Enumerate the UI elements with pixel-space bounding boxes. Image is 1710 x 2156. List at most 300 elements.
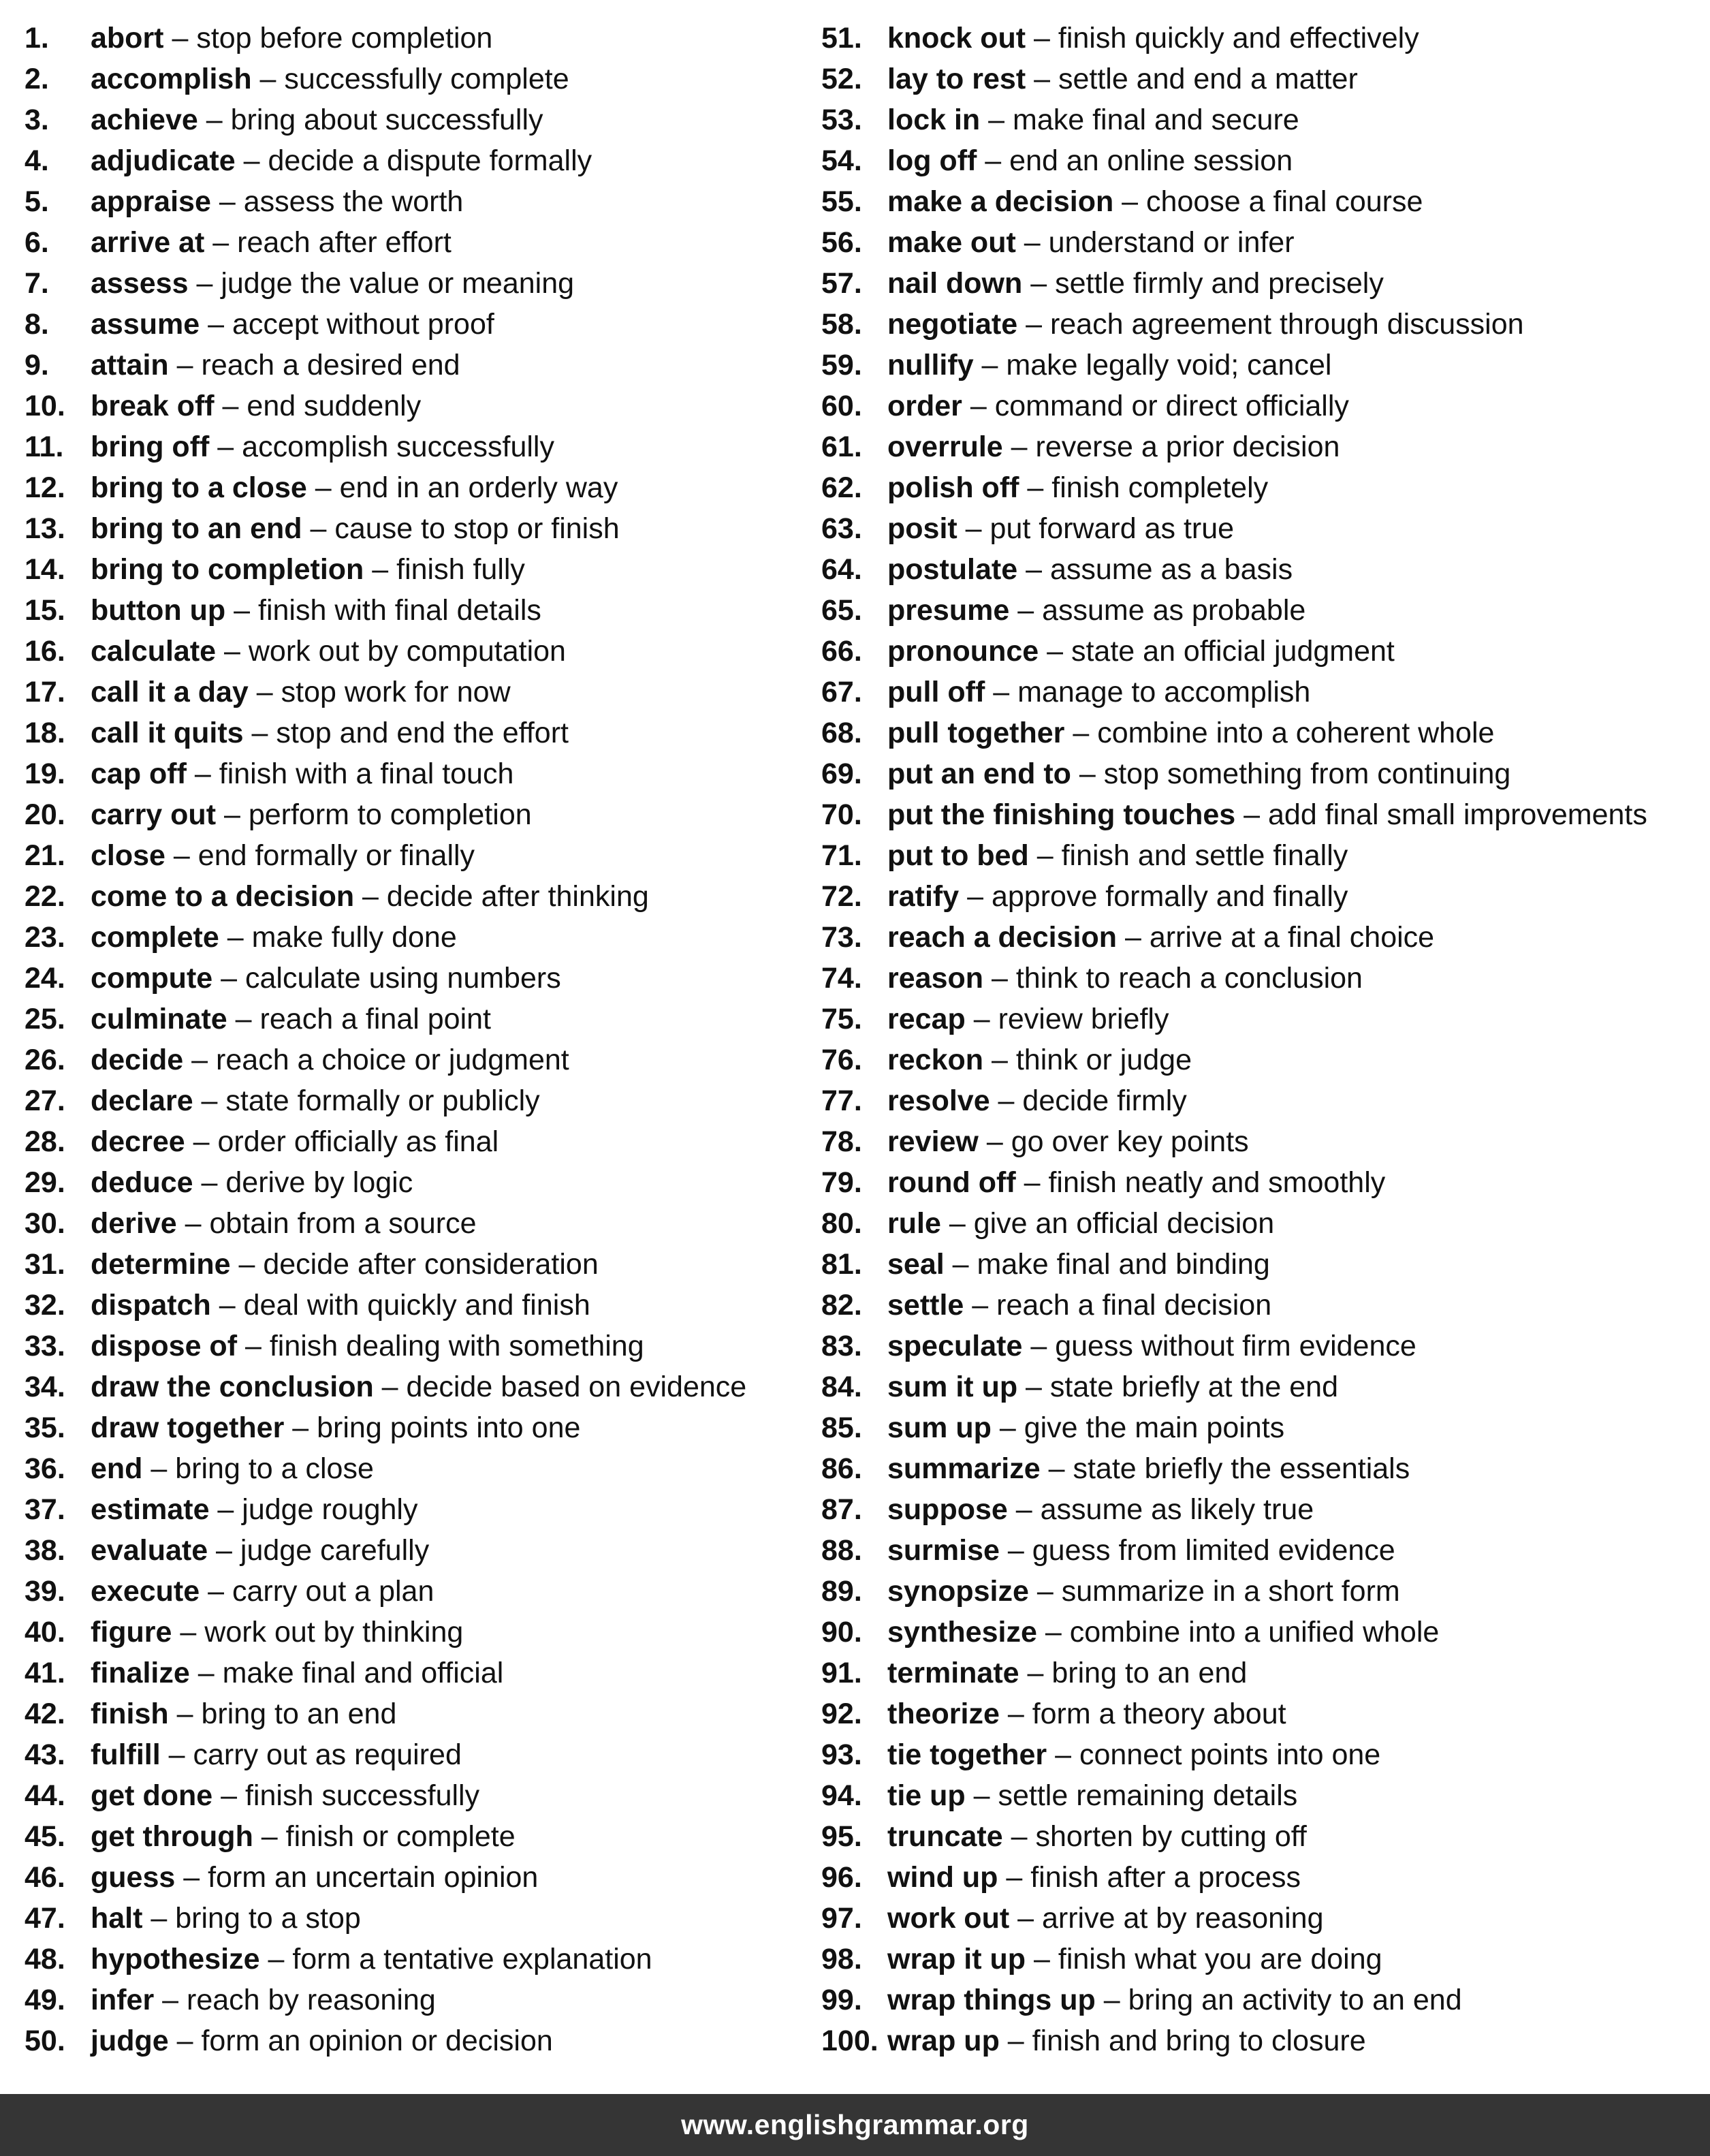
entry-definition: end formally or finally	[197, 839, 475, 872]
entry-separator: –	[212, 1779, 245, 1812]
entry-number: 23.	[25, 921, 65, 954]
list-item	[25, 140, 821, 181]
entry-number: 64.	[821, 553, 862, 586]
entry-term: work out	[887, 1902, 1010, 1935]
entry-number: 66.	[821, 635, 862, 668]
list-item	[821, 2020, 1700, 2061]
entry-term: derive	[91, 1207, 177, 1240]
entry-definition: calculate using numbers	[245, 962, 561, 995]
entry-term: presume	[887, 594, 1010, 627]
entry-definition: finish with a final touch	[219, 757, 514, 790]
list-item	[821, 304, 1700, 345]
entry-number: 52.	[821, 63, 862, 95]
entry-number: 48.	[25, 1943, 65, 1975]
entry-term: finalize	[91, 1657, 190, 1689]
list-item	[25, 1366, 821, 1407]
entry-term: decide	[91, 1044, 184, 1076]
entry-separator: –	[364, 553, 397, 586]
entry-definition: settle remaining details	[998, 1779, 1298, 1812]
entry-number: 37.	[25, 1493, 65, 1526]
entry-definition: bring to an end	[201, 1698, 397, 1730]
entry-definition: add final small improvements	[1268, 798, 1647, 831]
entry-number: 11.	[25, 431, 64, 463]
entry-separator: –	[1009, 1902, 1042, 1935]
entry-term: speculate	[887, 1330, 1023, 1362]
list-item	[821, 917, 1700, 958]
entry-number: 30.	[25, 1207, 65, 1240]
entry-separator: –	[999, 1534, 1032, 1567]
entry-separator: –	[983, 962, 1016, 995]
list-item	[25, 1939, 821, 1980]
entry-term: assess	[91, 267, 189, 300]
entry-definition: carry out as required	[193, 1738, 462, 1771]
entry-separator: –	[251, 63, 285, 95]
entry-number: 74.	[821, 962, 862, 995]
entry-definition: accept without proof	[232, 308, 494, 341]
list-item	[821, 1244, 1700, 1285]
entry-definition: obtain from a source	[209, 1207, 477, 1240]
list-item	[821, 99, 1700, 140]
entry-term: nullify	[887, 349, 974, 381]
entry-term: reach a decision	[887, 921, 1117, 954]
entry-number: 28.	[25, 1125, 65, 1158]
entry-definition: assume as probable	[1042, 594, 1306, 627]
list-item	[821, 426, 1700, 467]
entry-number: 40.	[25, 1616, 65, 1649]
entry-separator: –	[212, 962, 245, 995]
entry-separator: –	[214, 390, 247, 422]
entry-separator: –	[1095, 1984, 1128, 2016]
entry-number: 46.	[25, 1861, 65, 1894]
entry-definition: arrive at a final choice	[1149, 921, 1435, 954]
list-item	[25, 753, 821, 794]
entry-number: 25.	[25, 1003, 65, 1035]
entry-separator: –	[940, 1207, 974, 1240]
entry-number: 69.	[821, 757, 862, 790]
entry-number: 97.	[821, 1902, 862, 1935]
entry-definition: finish or complete	[285, 1820, 516, 1853]
entry-separator: –	[354, 880, 387, 913]
entry-term: assume	[91, 308, 200, 341]
entry-separator: –	[183, 1044, 217, 1076]
entry-separator: –	[209, 431, 242, 463]
entry-number: 24.	[25, 962, 65, 995]
entry-term: appraise	[91, 185, 211, 218]
entry-separator: –	[959, 880, 992, 913]
entry-number: 38.	[25, 1534, 65, 1567]
list-item	[25, 345, 821, 386]
entry-term: come to a decision	[91, 880, 355, 913]
entry-separator: –	[965, 1779, 998, 1812]
list-item	[25, 590, 821, 631]
entry-number: 6.	[25, 226, 49, 259]
entry-number: 17.	[25, 676, 65, 708]
entry-definition: reach after effort	[237, 226, 452, 259]
entry-separator: –	[160, 1738, 193, 1771]
entry-term: resolve	[887, 1084, 990, 1117]
entry-number: 4.	[25, 144, 49, 177]
entry-term: synopsize	[887, 1575, 1029, 1608]
entry-definition: put forward as true	[989, 512, 1235, 545]
entry-term: theorize	[887, 1698, 1000, 1730]
entry-number: 70.	[821, 798, 862, 831]
list-item	[25, 467, 821, 508]
entry-term: put to bed	[887, 839, 1029, 872]
list-item	[821, 345, 1700, 386]
entry-definition: make final and binding	[977, 1248, 1270, 1281]
entry-term: get through	[91, 1820, 253, 1853]
entry-number: 14.	[25, 553, 65, 586]
entry-separator: –	[1047, 1738, 1079, 1771]
list-item	[25, 958, 821, 999]
entry-separator: –	[235, 144, 268, 177]
list-item	[821, 1612, 1700, 1653]
entry-separator: –	[1009, 594, 1043, 627]
entry-number: 42.	[25, 1698, 65, 1730]
entry-definition: state formally or publicly	[225, 1084, 540, 1117]
list-item	[821, 263, 1700, 304]
entry-number: 2.	[25, 63, 49, 95]
list-item	[25, 1530, 821, 1571]
entry-number: 56.	[821, 226, 862, 259]
list-item	[821, 1816, 1700, 1857]
entry-term: sum up	[887, 1411, 992, 1444]
entry-definition: stop work for now	[281, 676, 511, 708]
entry-separator: –	[176, 1207, 210, 1240]
entry-separator: –	[227, 1003, 260, 1035]
word-list-left-column	[25, 18, 821, 2061]
list-item	[821, 1775, 1700, 1816]
entry-definition: end an online session	[1009, 144, 1293, 177]
entry-separator: –	[142, 1902, 176, 1935]
entry-term: wind up	[887, 1861, 998, 1894]
entry-number: 93.	[821, 1738, 862, 1771]
entry-definition: reverse a prior decision	[1035, 431, 1340, 463]
entry-separator: –	[991, 1411, 1024, 1444]
list-item	[25, 99, 821, 140]
entry-number: 72.	[821, 880, 862, 913]
entry-definition: approve formally and finally	[991, 880, 1348, 913]
list-item	[25, 1571, 821, 1612]
entry-number: 98.	[821, 1943, 862, 1975]
entry-definition: form an opinion or decision	[201, 2025, 553, 2057]
entry-separator: –	[1235, 798, 1269, 831]
entry-term: hypothesize	[91, 1943, 260, 1975]
list-item	[821, 1040, 1700, 1080]
list-item	[25, 426, 821, 467]
list-item	[821, 794, 1700, 835]
entry-term: judge	[91, 2025, 169, 2057]
list-item	[821, 1203, 1700, 1244]
entry-number: 73.	[821, 921, 862, 954]
entry-separator: –	[219, 921, 252, 954]
entry-term: bring off	[91, 431, 210, 463]
entry-number: 33.	[25, 1330, 65, 1362]
entry-term: surmise	[887, 1534, 1000, 1567]
entry-number: 5.	[25, 185, 49, 218]
list-item	[821, 1489, 1700, 1530]
entry-definition: think or judge	[1015, 1044, 1192, 1076]
entry-term: finish	[91, 1698, 169, 1730]
entry-separator: –	[962, 390, 995, 422]
list-item	[25, 1326, 821, 1366]
list-item	[821, 1939, 1700, 1980]
list-item	[25, 672, 821, 713]
entry-term: posit	[887, 512, 957, 545]
entry-separator: –	[957, 512, 990, 545]
entry-definition: review briefly	[998, 1003, 1169, 1035]
entry-definition: perform to completion	[248, 798, 532, 831]
list-item	[25, 1121, 821, 1162]
entry-term: tie up	[887, 1779, 966, 1812]
entry-separator: –	[1026, 22, 1058, 54]
entry-definition: assume as a basis	[1049, 553, 1293, 586]
entry-number: 100.	[821, 2025, 878, 2057]
list-item	[821, 1285, 1700, 1326]
entry-definition: shorten by cutting off	[1035, 1820, 1307, 1853]
entry-number: 65.	[821, 594, 862, 627]
list-item	[821, 1980, 1700, 2020]
entry-number: 39.	[25, 1575, 65, 1608]
entry-number: 41.	[25, 1657, 65, 1689]
entry-definition: give an official decision	[973, 1207, 1275, 1240]
list-item	[821, 835, 1700, 876]
entry-definition: think to reach a conclusion	[1015, 962, 1363, 995]
entry-number: 82.	[821, 1289, 862, 1322]
entry-definition: reach a final point	[259, 1003, 491, 1035]
list-item	[25, 1693, 821, 1734]
entry-term: round off	[887, 1166, 1016, 1199]
entry-number: 3.	[25, 104, 49, 136]
entry-separator: –	[1007, 1493, 1041, 1526]
entry-definition: settle and end a matter	[1058, 63, 1358, 95]
entry-term: polish off	[887, 471, 1019, 504]
entry-definition: reach a final decision	[996, 1289, 1272, 1322]
word-list-right-column	[821, 18, 1700, 2061]
list-item	[821, 958, 1700, 999]
list-item	[821, 1898, 1700, 1939]
list-item	[821, 713, 1700, 753]
list-item	[25, 1040, 821, 1080]
entry-number: 53.	[821, 104, 862, 136]
list-item	[25, 304, 821, 345]
entry-definition: accomplish successfully	[242, 431, 554, 463]
entry-number: 47.	[25, 1902, 65, 1935]
footer-bar	[0, 2094, 1710, 2156]
entry-number: 77.	[821, 1084, 862, 1117]
entry-number: 44.	[25, 1779, 65, 1812]
entry-definition: make fully done	[251, 921, 457, 954]
entry-separator: –	[154, 1984, 187, 2016]
entry-separator: –	[284, 1411, 317, 1444]
entry-term: settle	[887, 1289, 964, 1322]
entry-definition: summarize in a short form	[1061, 1575, 1400, 1608]
entry-separator: –	[999, 1698, 1032, 1730]
footer-url[interactable]: www.englishgrammar.org	[681, 2109, 1029, 2140]
entry-term: sum it up	[887, 1371, 1018, 1403]
entry-number: 1.	[25, 22, 49, 54]
entry-number: 50.	[25, 2025, 65, 2057]
entry-definition: judge the value or meaning	[221, 267, 575, 300]
entry-definition: form a theory about	[1032, 1698, 1286, 1730]
entry-number: 7.	[25, 267, 49, 300]
list-item	[821, 549, 1700, 590]
list-item	[821, 1080, 1700, 1121]
entry-definition: decide firmly	[1022, 1084, 1187, 1117]
entry-term: tie together	[887, 1738, 1047, 1771]
entry-separator: –	[163, 22, 197, 54]
entry-term: declare	[91, 1084, 193, 1117]
list-item	[821, 508, 1700, 549]
entry-term: complete	[91, 921, 219, 954]
entry-term: seal	[887, 1248, 945, 1281]
entry-term: lay to rest	[887, 63, 1026, 95]
entry-definition: decide after thinking	[386, 880, 649, 913]
entry-definition: guess without firm evidence	[1055, 1330, 1416, 1362]
entry-definition: decide based on evidence	[406, 1371, 747, 1403]
entry-separator: –	[168, 1698, 202, 1730]
list-item	[25, 1653, 821, 1693]
list-item	[25, 1203, 821, 1244]
entry-number: 8.	[25, 308, 49, 341]
entry-term: compute	[91, 962, 213, 995]
entry-separator: –	[964, 1289, 997, 1322]
list-item	[25, 1898, 821, 1939]
entry-term: bring to completion	[91, 553, 364, 586]
list-item	[25, 1734, 821, 1775]
entry-separator: –	[188, 267, 221, 300]
entry-separator: –	[1002, 431, 1036, 463]
list-item	[25, 263, 821, 304]
entry-number: 22.	[25, 880, 65, 913]
list-item	[25, 1080, 821, 1121]
entry-number: 79.	[821, 1166, 862, 1199]
entry-number: 10.	[25, 390, 65, 422]
entry-number: 59.	[821, 349, 862, 381]
entry-term: make a decision	[887, 185, 1114, 218]
entry-number: 55.	[821, 185, 862, 218]
entry-definition: assess the worth	[243, 185, 464, 218]
entry-definition: assume as likely true	[1040, 1493, 1314, 1526]
entry-definition: settle firmly and precisely	[1055, 267, 1384, 300]
entry-separator: –	[168, 349, 202, 381]
entry-separator: –	[210, 1289, 244, 1322]
entry-separator: –	[1036, 1616, 1070, 1649]
list-item	[821, 999, 1700, 1040]
entry-separator: –	[1028, 839, 1062, 872]
list-item	[821, 1366, 1700, 1407]
entry-term: synthesize	[887, 1616, 1037, 1649]
entry-definition: guess from limited evidence	[1032, 1534, 1395, 1567]
entry-separator: –	[1117, 921, 1150, 954]
entry-separator: –	[965, 1003, 998, 1035]
entry-definition: finish successfully	[244, 1779, 480, 1812]
entry-definition: finish and settle finally	[1061, 839, 1348, 872]
entry-separator: –	[208, 1534, 240, 1567]
entry-term: negotiate	[887, 308, 1018, 341]
entry-number: 54.	[821, 144, 862, 177]
entry-term: pull together	[887, 717, 1065, 749]
entry-number: 27.	[25, 1084, 65, 1117]
entry-separator: –	[1019, 471, 1052, 504]
entry-separator: –	[142, 1452, 176, 1485]
list-item	[821, 222, 1700, 263]
entry-number: 83.	[821, 1330, 862, 1362]
entry-number: 9.	[25, 349, 49, 381]
entry-definition: bring an activity to an end	[1128, 1984, 1462, 2016]
entry-number: 62.	[821, 471, 862, 504]
entry-term: carry out	[91, 798, 217, 831]
entry-definition: decide after consideration	[263, 1248, 599, 1281]
entry-number: 57.	[821, 267, 862, 300]
entry-number: 89.	[821, 1575, 862, 1608]
list-item	[821, 181, 1700, 222]
entry-definition: finish quickly and effectively	[1058, 22, 1419, 54]
list-item	[821, 1326, 1700, 1366]
entry-term: postulate	[887, 553, 1018, 586]
entry-definition: bring points into one	[317, 1411, 581, 1444]
list-item	[821, 672, 1700, 713]
entry-separator: –	[253, 1820, 286, 1853]
list-item	[25, 2020, 821, 2061]
entry-separator: –	[1022, 1330, 1056, 1362]
entry-term: dispatch	[91, 1289, 211, 1322]
list-item	[821, 1407, 1700, 1448]
list-item	[821, 1653, 1700, 1693]
entry-number: 68.	[821, 717, 862, 749]
entry-number: 12.	[25, 471, 65, 504]
entry-separator: –	[204, 226, 238, 259]
entry-definition: form an uncertain opinion	[208, 1861, 539, 1894]
entry-number: 88.	[821, 1534, 862, 1567]
entry-term: call it a day	[91, 676, 249, 708]
entry-term: estimate	[91, 1493, 210, 1526]
entry-number: 78.	[821, 1125, 862, 1158]
entry-number: 29.	[25, 1166, 65, 1199]
entry-definition: finish what you are doing	[1058, 1943, 1382, 1975]
list-item	[821, 876, 1700, 917]
entry-separator: –	[200, 1575, 232, 1608]
entry-definition: reach agreement through discussion	[1049, 308, 1524, 341]
entry-term: button up	[91, 594, 226, 627]
entry-term: arrive at	[91, 226, 205, 259]
entry-number: 60.	[821, 390, 862, 422]
entry-definition: work out by computation	[248, 635, 566, 668]
entry-term: review	[887, 1125, 979, 1158]
entry-definition: combine into a unified whole	[1069, 1616, 1440, 1649]
entry-number: 61.	[821, 431, 862, 463]
entry-number: 76.	[821, 1044, 862, 1076]
entry-separator: –	[973, 349, 1007, 381]
list-item	[821, 753, 1700, 794]
entry-separator: –	[1064, 717, 1098, 749]
entry-number: 91.	[821, 1657, 862, 1689]
entry-definition: arrive at by reasoning	[1041, 1902, 1324, 1935]
list-item	[25, 1775, 821, 1816]
list-item	[821, 1693, 1700, 1734]
entry-separator: –	[999, 2025, 1032, 2057]
list-item	[25, 1489, 821, 1530]
entry-number: 51.	[821, 22, 862, 54]
entry-definition: finish after a process	[1030, 1861, 1301, 1894]
entry-definition: bring to a stop	[175, 1902, 361, 1935]
entry-definition: successfully complete	[284, 63, 569, 95]
entry-definition: derive by logic	[225, 1166, 413, 1199]
entry-term: ratify	[887, 880, 960, 913]
list-item	[821, 1162, 1700, 1203]
list-item	[25, 508, 821, 549]
entry-term: overrule	[887, 431, 1003, 463]
